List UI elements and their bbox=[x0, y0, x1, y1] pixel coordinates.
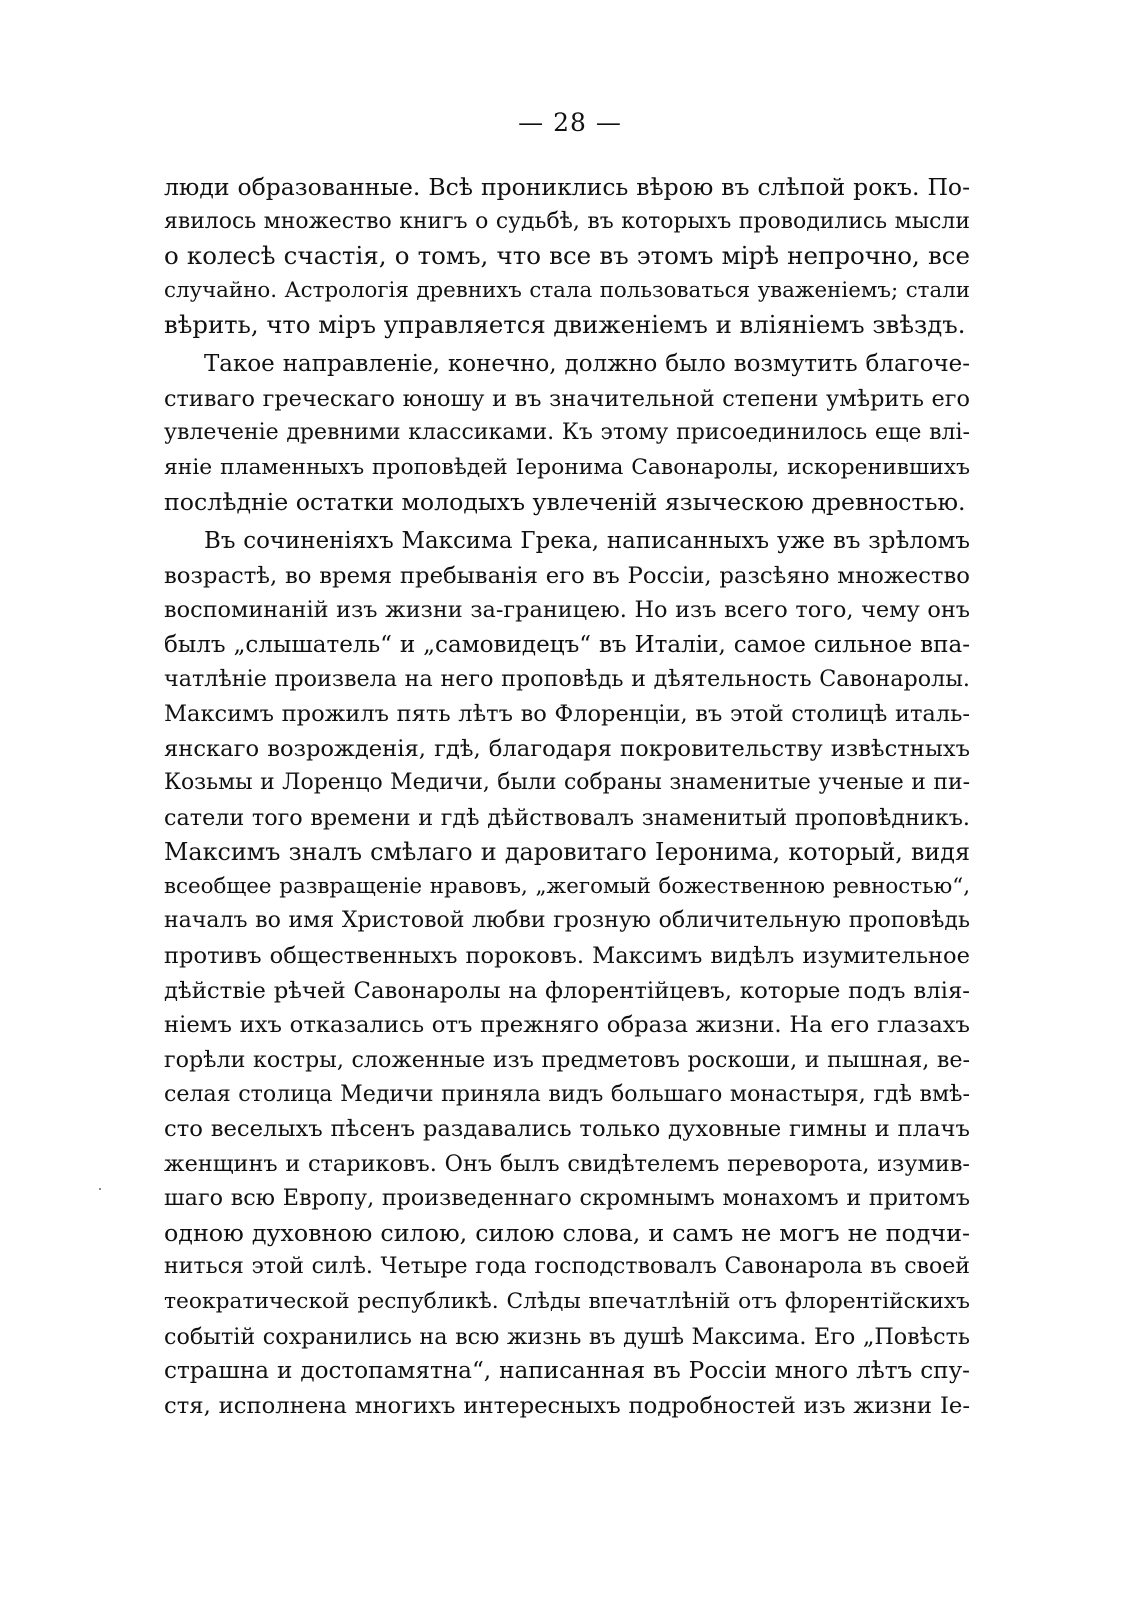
text-line: ніемъ ихъ отказались отъ прежняго образа жизни. На его глазахъ bbox=[164, 1012, 970, 1039]
text-line: ниться этой силѣ. Четыре года господствовалъ Савонарола въ своей bbox=[164, 1254, 970, 1280]
text-line: горѣли костры, сложенные изъ предметовъ роскоши, и пышная, ве- bbox=[164, 1046, 970, 1073]
text-line: страшна и достопамятна“, написанная въ Россіи много лѣтъ спу- bbox=[164, 1358, 970, 1385]
text-line: вѣрить, что міръ управляется движеніемъ и вліяніемъ звѣздъ. bbox=[164, 310, 966, 340]
text-line: послѣдніе остатки молодыхъ увлеченій языческою древностью. bbox=[164, 488, 966, 517]
text-line: возрастѣ, во время пребыванія его въ Россіи, разсѣяно множество bbox=[164, 562, 970, 589]
text-line: дѣйствіе рѣчей Савонаролы на флорентійцевъ, которые подъ влія- bbox=[164, 977, 970, 1004]
body-text bbox=[164, 170, 970, 1423]
text-line: о колесѣ счастія, о томъ, что все въ этомъ мірѣ непрочно, все bbox=[164, 241, 970, 271]
text-line: селая столица Медичи приняла видъ большаго монастыря, гдѣ вмѣ- bbox=[164, 1081, 970, 1108]
text-line: стиваго греческаго юношу и въ значительной степени умѣрить его bbox=[164, 385, 970, 412]
text-line: одною духовною силою, силою слова, и самъ не могъ не подчи- bbox=[164, 1218, 970, 1247]
text-line: явилось множество книгъ о судьбѣ, въ которыхъ проводились мысли bbox=[164, 208, 970, 234]
text-line: Максимъ прожилъ пять лѣтъ во Флоренціи, въ этой столицѣ италь- bbox=[164, 700, 970, 727]
text-line: противъ общественныхъ пороковъ. Максимъ видѣлъ изумительное bbox=[164, 943, 970, 970]
text-line: яніе пламенныхъ проповѣдей Іеронима Савонаролы, искоренившихъ bbox=[164, 454, 970, 480]
text-line: янскаго возрожденія, гдѣ, благодаря покровительству извѣстныхъ bbox=[164, 735, 970, 762]
text-line: люди образованные. Всѣ прониклись вѣрою въ слѣпой рокъ. По- bbox=[164, 173, 970, 201]
text-line: всеобщее развращеніе нравовъ, „жегомый божественною ревностью“, bbox=[164, 873, 970, 899]
text-line: Такое направленіе, конечно, должно было возмутить благоче- bbox=[204, 350, 970, 377]
text-line: Козьмы и Лоренцо Медичи, были собраны знаменитые ученые и пи- bbox=[164, 770, 970, 796]
scan-speck bbox=[99, 1188, 101, 1190]
text-line: Максимъ зналъ смѣлаго и даровитаго Іеронима, который, видя bbox=[164, 838, 970, 867]
text-line: теократической республикѣ. Слѣды впечатлѣній отъ флорентійскихъ bbox=[164, 1289, 970, 1314]
text-line: шаго всю Европу, произведеннаго скромнымъ монахомъ и притомъ bbox=[164, 1185, 970, 1212]
text-line: началъ во имя Христовой любви грозную обличительную проповѣдь bbox=[164, 908, 970, 934]
text-line: увлеченіе древними классиками. Къ этому присоединилось еще влі- bbox=[164, 420, 970, 446]
text-line: сто веселыхъ пѣсенъ раздавались только духовные гимны и плачъ bbox=[164, 1116, 970, 1143]
text-line: чатлѣніе произвела на него проповѣдь и дѣятельность Савонаролы. bbox=[164, 666, 970, 693]
text-line: стя, исполнена многихъ интересныхъ подробностей изъ жизни Іе- bbox=[164, 1392, 970, 1419]
text-line: Въ сочиненіяхъ Максима Грека, написанныхъ уже въ зрѣломъ bbox=[204, 527, 970, 554]
page-number: — 28 — bbox=[518, 108, 622, 137]
text-line: сатели того времени и гдѣ дѣйствовалъ знаменитый проповѣдникъ. bbox=[164, 804, 970, 831]
text-line: женщинъ и стариковъ. Онъ былъ свидѣтелемъ переворота, изумив- bbox=[164, 1150, 970, 1177]
text-line: событій сохранились на всю жизнь въ душѣ Максима. Его „Повѣсть bbox=[164, 1323, 970, 1350]
text-line: воспоминаній изъ жизни за-границею. Но изъ всего того, чему онъ bbox=[164, 597, 970, 624]
text-line: случайно. Астрологія древнихъ стала пользоваться уваженіемъ; стали bbox=[164, 277, 970, 303]
text-line: былъ „слышатель“ и „самовидецъ“ въ Италіи, самое сильное впа- bbox=[164, 631, 970, 658]
